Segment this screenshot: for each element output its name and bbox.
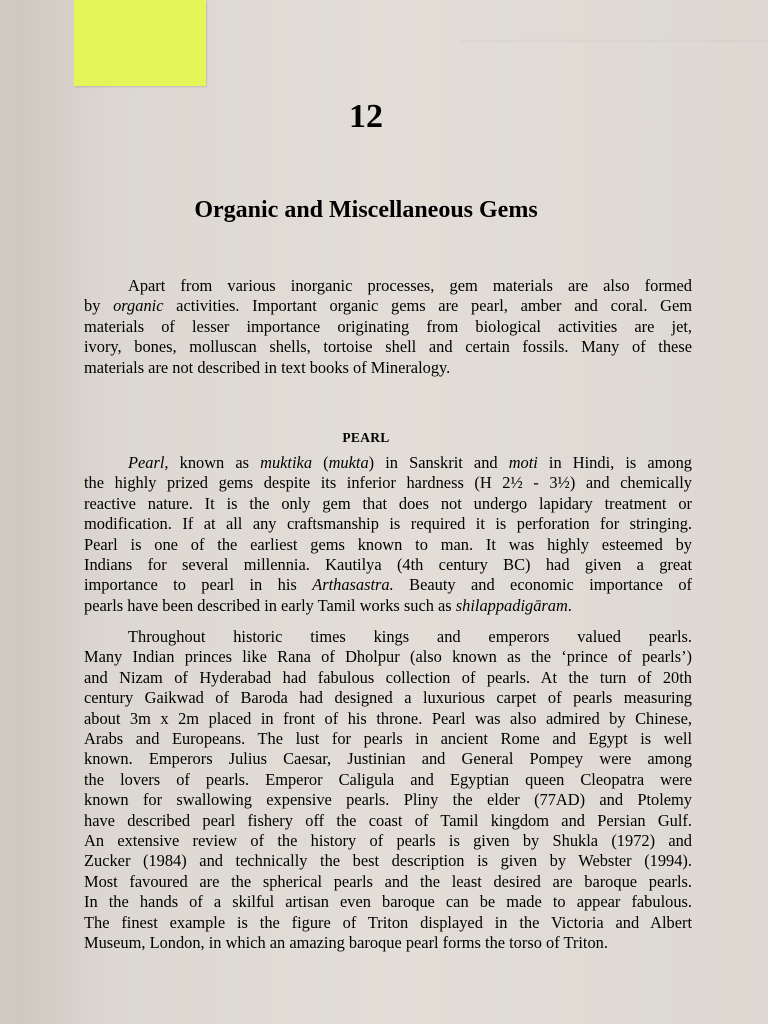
chapter-title: Organic and Miscellaneous Gems: [194, 197, 538, 223]
chapter-number: 12: [349, 98, 383, 135]
intro-paragraph: [84, 276, 692, 378]
text-line: Most favoured are the spherical pearls and the least desired are baroque pearls.: [84, 871, 692, 891]
text-line: the lovers of pearls. Emperor Caligula and Egyptian queen Cleopatra were: [84, 769, 692, 789]
text-line: Many Indian princes like Rana of Dholpur (also known as the ‘prince of pearls’): [84, 647, 692, 667]
text-line: Pearl is one of the earliest gems known to man. It was highly esteemed by: [84, 534, 692, 554]
bleed-through-text: ~~~~~~~~~~~~~~~~~~~~~~~~~~~~~~~~~~~~~~: [459, 34, 768, 50]
text-line: materials of lesser importance originating from biological activities are jet,: [84, 316, 692, 336]
text-line: An extensive review of the history of pearls is given by Shukla (1972) and: [84, 831, 692, 851]
text-line: Throughout historic times kings and emperors valued pearls.: [128, 627, 692, 646]
text-line: and Nizam of Hyderabad had fabulous collection of pearls. At the turn of 20th: [84, 667, 692, 687]
text-line: Zucker (1984) and technically the best description is given by Webster (1994).: [84, 851, 692, 871]
text-line: In the hands of a skilful artisan even baroque can be made to appear fabulous.: [84, 892, 692, 912]
text-line: The finest example is the figure of Triton displayed in the Victoria and Albert: [84, 912, 692, 932]
text-line: importance to pearl in his Arthasastra. Beauty and economic importance of: [84, 575, 692, 595]
text-line: century Gaikwad of Baroda had designed a luxurious carpet of pearls measuring: [84, 688, 692, 708]
text-line: about 3m x 2m placed in front of his throne. Pearl was also admired by Chinese,: [84, 708, 692, 728]
pearl-paragraph-1: [84, 453, 692, 616]
text-line: by organic activities. Important organic gems are pearl, amber and coral. Gem: [84, 296, 692, 316]
text-line: materials are not described in text books of Mineralogy.: [84, 357, 451, 377]
text-line: modification. If at all any craftsmanship is required it is perforation for stringing.: [84, 514, 692, 534]
text-line: Museum, London, in which an amazing baroque pearl forms the torso of Triton.: [84, 933, 608, 953]
pearl-paragraph-2: [84, 627, 692, 954]
text-line: Pearl, known as muktika (mukta) in Sanskrit and moti in Hindi, is among: [128, 453, 692, 472]
text-line: Indians for several millennia. Kautilya (4th century BC) had given a great: [84, 555, 692, 575]
text-line: reactive nature. It is the only gem that does not undergo lapidary treatment or: [84, 493, 692, 513]
text-line: pearls have been described in early Tamil works such as shilappadigāram.: [84, 595, 572, 615]
text-line: Apart from various inorganic processes, gem materials are also formed: [128, 276, 692, 295]
text-line: have described pearl fishery off the coast of Tamil kingdom and Persian Gulf.: [84, 810, 692, 830]
text-line: Arabs and Europeans. The lust for pearls in ancient Rome and Egypt is well: [84, 729, 692, 749]
text-line: known for swallowing expensive pearls. Pliny the elder (77AD) and Ptolemy: [84, 790, 692, 810]
text-line: known. Emperors Julius Caesar, Justinian and General Pompey were among: [84, 749, 692, 769]
text-line: the highly prized gems despite its inferior hardness (H 2½ - 3½) and chemically: [84, 473, 692, 493]
section-heading: PEARL: [342, 430, 390, 445]
text-line: ivory, bones, molluscan shells, tortoise shell and certain fossils. Many of these: [84, 337, 692, 357]
sticky-note: [74, 0, 206, 86]
